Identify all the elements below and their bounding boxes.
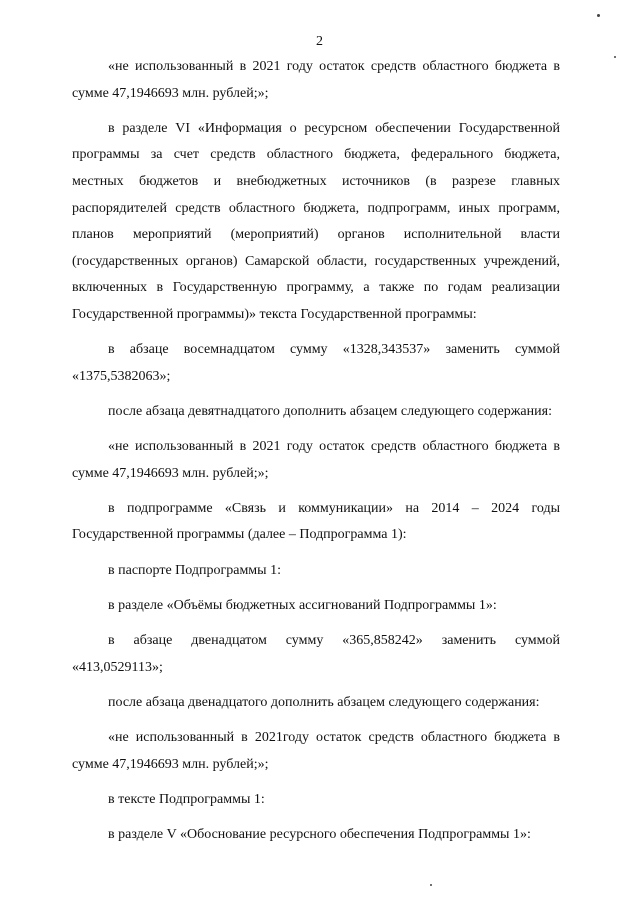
paragraph-9: в абзаце двенадцатом сумму «365,858242» заменить суммой «413,0529113»; [72,633,560,675]
paragraph-13: в разделе V «Обоснование ресурсного обеспечения Подпрограммы 1»: [108,826,531,842]
paragraph-8: в разделе «Объёмы бюджетных ассигнований Подпрограммы 1»: [108,597,497,613]
document-body [72,54,560,849]
paragraph-1: «не использованный в 2021 году остаток средств областного бюджета в сумме 47,1946693 млн. рублей;»; [72,59,560,101]
paragraph-5: «не использованный в 2021 году остаток средств областного бюджета в сумме 47,1946693 млн. рублей;»; [72,439,560,481]
paragraph-2: в разделе VI «Информация о ресурсном обеспечении Государственной программы за счет средств областного бюджета, федерального бюджета, местных бюджетов и внебюджетных источников (в разрезе главных распорядителей средств областного бюджета, подпрограмм, иных программ, планов мероприятий (мероприятий) органов исполнительной власти (государственных органов) Самарской области, государственных учреждений, включенных в Государственную программу, а также по годам реализации Государственной программы)» текста Государственной программы: [72,120,560,322]
scan-speck [597,14,600,17]
paragraph-6: в подпрограмме «Связь и коммуникации» на 2014 – 2024 годы Государственной программы (далее – Подпрограмма 1): [72,500,560,543]
paragraph-11: «не использованный в 2021году остаток средств областного бюджета в сумме 47,1946693 млн. рублей;»; [72,730,560,772]
paragraph-12: в тексте Подпрограммы 1: [108,791,265,807]
scan-speck [430,884,432,886]
paragraph-7: в паспорте Подпрограммы 1: [108,562,281,578]
scan-speck [614,56,616,58]
paragraph-4: после абзаца девятнадцатого дополнить абзацем следующего содержания: [108,403,552,419]
page-number: 2 [316,34,323,49]
paragraph-10: после абзаца двенадцатого дополнить абзацем следующего содержания: [108,694,540,710]
paragraph-3: в абзаце восемнадцатом сумму «1328,343537» заменить суммой «1375,5382063»; [72,342,560,384]
